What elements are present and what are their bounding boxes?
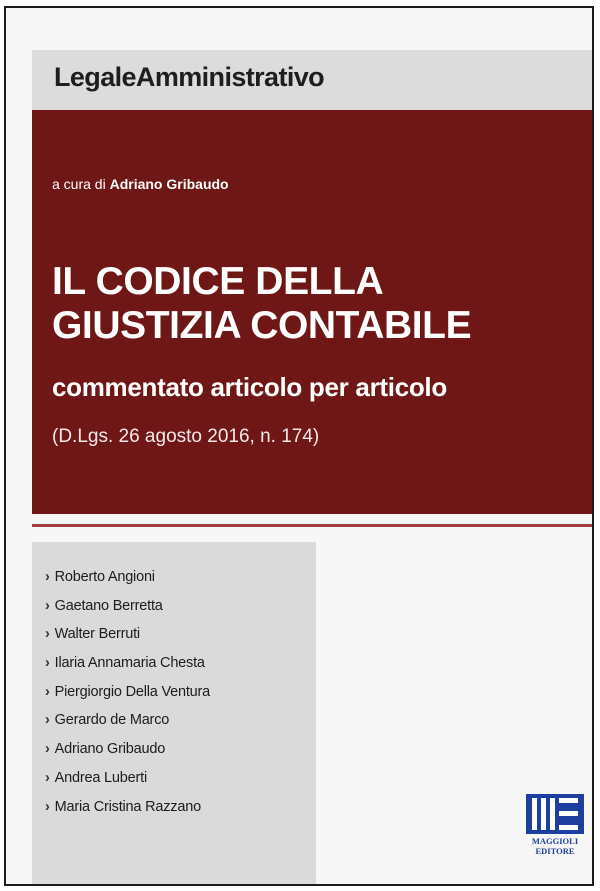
author-item (45, 709, 210, 738)
logo-line-2: EDITORE (535, 846, 575, 856)
logo-bar-1 (532, 798, 537, 830)
divider-rule (32, 524, 594, 527)
series-name: LegaleAmministrativo (54, 62, 325, 92)
bullet-icon: › (45, 626, 50, 643)
author-name: Walter Berruti (54, 626, 140, 643)
author-name: Maria Cristina Razzano (54, 798, 201, 815)
bullet-icon: › (45, 741, 50, 758)
publisher-logo (526, 794, 584, 856)
title-panel (32, 110, 594, 514)
authors-list (45, 566, 210, 824)
logo-bar-5 (559, 811, 578, 816)
author-item (45, 595, 210, 624)
author-name: Ilaria Annamaria Chesta (54, 655, 205, 672)
title-line-1: IL CODICE DELLA (52, 260, 384, 303)
author-item (45, 796, 210, 825)
logo-line-1: MAGGIOLI (531, 836, 579, 846)
author-name: Gaetano Berretta (54, 597, 163, 614)
title-line-2: GIUSTIZIA CONTABILE (52, 304, 472, 347)
author-name: Andrea Luberti (54, 769, 147, 786)
author-name: Gerardo de Marco (54, 712, 170, 729)
editor-prefix: a cura di (52, 176, 106, 192)
authors-box (32, 542, 316, 886)
author-item (45, 566, 210, 595)
author-item (45, 767, 210, 796)
bullet-icon: › (45, 712, 50, 729)
book-title (52, 260, 471, 348)
logo-bar-3 (550, 798, 555, 830)
book-cover (4, 6, 594, 886)
book-subtitle: commentato articolo per articolo (52, 372, 447, 402)
bullet-icon: › (45, 597, 50, 614)
bullet-icon: › (45, 769, 50, 786)
author-name: Piergiorgio Della Ventura (54, 683, 211, 700)
author-name: Roberto Angioni (54, 569, 155, 585)
bullet-icon: › (45, 569, 50, 585)
author-item (45, 681, 210, 710)
author-item (45, 652, 210, 681)
author-item (45, 623, 210, 652)
editor-credit (52, 176, 229, 192)
law-reference: (D.Lgs. 26 agosto 2016, n. 174) (52, 426, 320, 447)
bullet-icon: › (45, 655, 50, 672)
author-item (45, 738, 210, 767)
editor-name: Adriano Gribaudo (109, 176, 229, 192)
logo-bar-4 (559, 798, 578, 803)
bullet-icon: › (45, 798, 50, 815)
bullet-icon: › (45, 683, 50, 700)
author-name: Adriano Gribaudo (54, 741, 166, 758)
logo-bar-6 (559, 825, 578, 830)
series-bar (32, 50, 594, 110)
logo-bar-2 (541, 798, 546, 830)
